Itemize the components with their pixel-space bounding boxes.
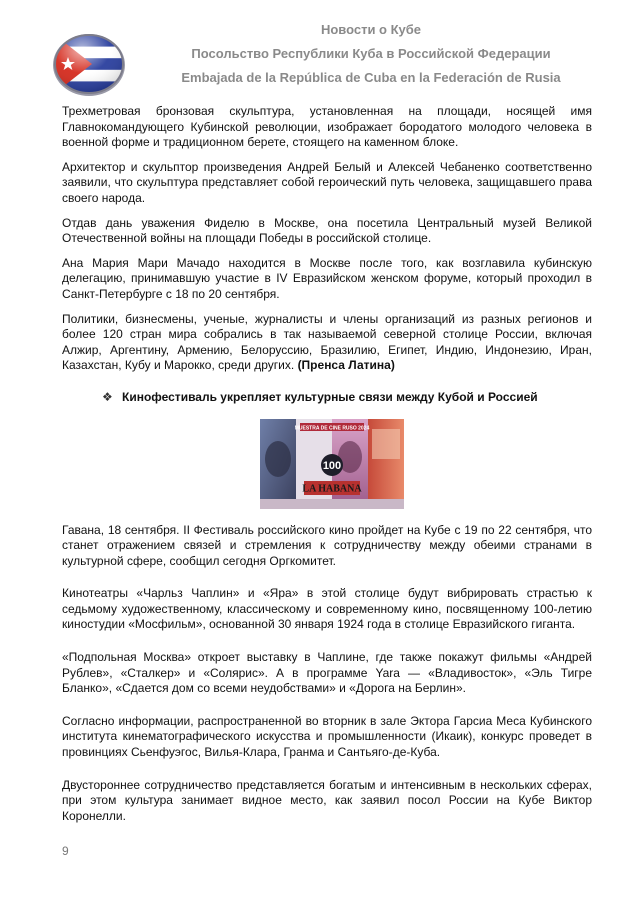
diamond-bullet-icon: ❖	[102, 389, 113, 404]
article-title: Кинофестиваль укрепляет культурные связи между Кубой и Россией	[122, 389, 538, 404]
document-body	[62, 104, 592, 833]
header-embassy-es: Embajada de la República de Cuba en la Federación de Rusia	[181, 70, 561, 85]
festival-poster-image	[260, 419, 404, 509]
header-text-block	[136, 18, 606, 90]
poster-number: 100	[322, 459, 342, 472]
header-embassy-ru: Посольство Республики Куба в Российской Федерации	[191, 46, 551, 61]
paragraph: Двустороннее сотрудничество представляется богатым и интенсивным в нескольких сферах, при этом культура занимает видное место, как заявил посол России на Кубе Виктор Коронелли.	[62, 777, 592, 823]
paragraph: Архитектор и скульптор произведения Андрей Белый и Алексей Чебаненко соответственно заявили, что скульптура представляет собой героический путь человека, защищавшего права своего народа.	[62, 159, 592, 205]
paragraph-text: Политики, бизнесмены, ученые, журналисты и члены организаций из разных регионов и более 120 стран мира собрались в так называемой северной столице России, включая Алжир, Аргентину, Армению, Белоруссию, Бразилию, Египет, Индию, Индонезию, Иран, Казахстан, Кубу и Марокко, среди других.	[62, 311, 592, 373]
paragraph	[62, 312, 592, 374]
news-source: (Пренса Латина)	[297, 358, 395, 373]
page-number: 9	[62, 844, 69, 858]
poster-city: LA HABANA	[302, 483, 362, 494]
poster-container	[62, 419, 592, 515]
poster-top-text: MUESTRA DE CINE RUSO 2024	[294, 425, 370, 431]
paragraph: Ана Мария Мари Мачадо находится в Москве после того, как возглавила кубинскую делегацию, принимавшую участие в IV Евразийском женском форуме, который проходил в Санкт-Петербурге с 18 по 20 сентября.	[62, 255, 592, 301]
paragraph: Трехметровая бронзовая скульптура, установленная на площади, носящей имя Главнокомандующего Кубинской революции, изображает бородатого молодого человека в военной форме и традиционном берете, стоящего на каменном блоке.	[62, 104, 592, 150]
page-header	[0, 0, 642, 110]
cuba-flag-logo-icon	[52, 32, 126, 96]
paragraph: Отдав дань уважения Фиделю в Москве, она посетила Центральный музей Великой Отечественной войны на площади Победы в российской столице.	[62, 215, 592, 246]
header-title: Новости о Кубе	[320, 22, 422, 37]
paragraph: Гавана, 18 сентября. II Фестиваль российского кино пройдет на Кубе с 19 по 22 сентября, что станет отражением связей и стремления к сотрудничеству между обеими странами в культурной сфере, сообщил сегодня Оргкомитет.	[62, 522, 592, 568]
paragraph: Согласно информации, распространенной во вторник в зале Эктора Гарсиа Меса Кубинского института кинематографического искусства и промышленности (Икаик), конкурс проведет в провинциях Сьенфуэгос, Вилья-Клара, Гранма и Сантьяго-де-Куба.	[62, 713, 592, 760]
paragraph: Кинотеатры «Чарльз Чаплин» и «Яра» в этой столице будут вибрировать страстью к седьмому художественному, классическому и современному кино, посвященному 100-летию киностудии «Мосфильм», основанной 30 января 1924 года в столице Евразийского гиганта.	[62, 586, 592, 632]
article-heading	[102, 390, 592, 406]
paragraph: «Подпольная Москва» откроет выставку в Чаплине, где также покажут фильмы «Андрей Рублев», «Сталкер» и «Солярис». А в программе Yara — «Владивосток», «Эль Тигре Бланко», «Сдается дом со всеми неудобствами» и «Дорога на Берлин».	[62, 650, 592, 696]
